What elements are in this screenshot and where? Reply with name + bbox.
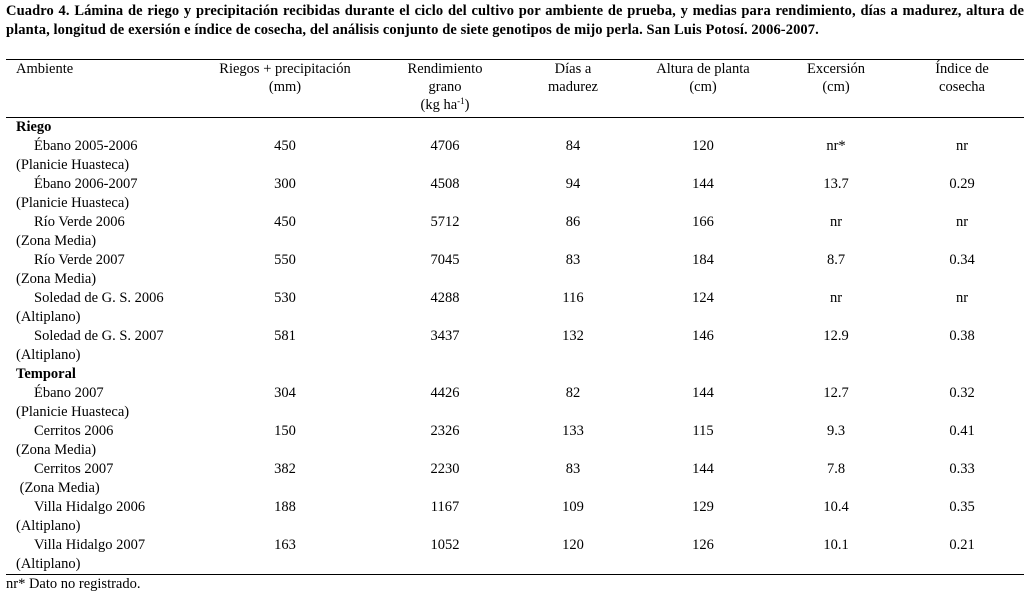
section-title: Riego bbox=[16, 119, 52, 135]
cell-rendimiento: 5712 bbox=[430, 214, 460, 230]
header-altura: Altura de planta (cm) bbox=[656, 61, 750, 95]
cell-riegos: 300 bbox=[274, 176, 296, 192]
cell-altura: 144 bbox=[692, 176, 714, 192]
row-ambiente-region: (Altiplano) bbox=[16, 556, 81, 572]
cell-riegos: 450 bbox=[274, 138, 296, 154]
cell-dias: 94 bbox=[565, 176, 581, 192]
header-indice: Índice de cosecha bbox=[935, 61, 989, 95]
row-ambiente-region: (Planicie Huasteca) bbox=[16, 195, 130, 211]
cell-indice: nr bbox=[955, 290, 969, 306]
cell-riegos: 581 bbox=[274, 328, 296, 344]
row-ambiente-name: Cerritos 2006 bbox=[34, 423, 114, 439]
row-ambiente-name: Cerritos 2007 bbox=[34, 461, 114, 477]
row-ambiente-name: Villa Hidalgo 2006 bbox=[34, 499, 146, 515]
cell-indice: 0.35 bbox=[949, 499, 975, 515]
row-ambiente-name: Ébano 2006-2007 bbox=[34, 176, 138, 192]
cell-rendimiento: 7045 bbox=[430, 252, 460, 268]
cell-excersion: 7.8 bbox=[826, 461, 846, 477]
cell-indice: 0.29 bbox=[949, 176, 975, 192]
cell-excersion: 13.7 bbox=[823, 176, 849, 192]
cell-indice: 0.38 bbox=[949, 328, 975, 344]
header-rendimiento: Rendimiento grano (kg $ha^{-1}$) bbox=[407, 61, 483, 113]
row-ambiente-name: Ébano 2007 bbox=[34, 385, 104, 401]
cell-riegos: 382 bbox=[274, 461, 296, 477]
cell-rendimiento: 4706 bbox=[430, 138, 460, 154]
row-ambiente-region: (Altiplano) bbox=[16, 347, 81, 363]
cell-rendimiento: 2230 bbox=[430, 461, 460, 477]
cell-riegos: 163 bbox=[274, 537, 296, 553]
cell-dias: 84 bbox=[565, 138, 581, 154]
section-title: Temporal bbox=[16, 366, 76, 382]
cell-riegos: 450 bbox=[274, 214, 296, 230]
cell-dias: 82 bbox=[565, 385, 581, 401]
cell-rendimiento: 4508 bbox=[430, 176, 460, 192]
cell-rendimiento: 4288 bbox=[430, 290, 460, 306]
row-ambiente-region: (Altiplano) bbox=[16, 309, 81, 325]
header-rule bbox=[6, 117, 1024, 118]
cell-excersion: nr bbox=[829, 214, 843, 230]
row-ambiente-region: (Planicie Huasteca) bbox=[16, 404, 130, 420]
row-ambiente-region: (Zona Media) bbox=[16, 442, 97, 458]
cell-indice: 0.21 bbox=[949, 537, 975, 553]
cell-indice: nr bbox=[955, 138, 969, 154]
cell-altura: 115 bbox=[692, 423, 714, 439]
row-ambiente-name: Soledad de G. S. 2007 bbox=[34, 328, 164, 344]
cell-riegos: 304 bbox=[274, 385, 296, 401]
row-ambiente-region: (Zona Media) bbox=[16, 480, 100, 496]
cell-dias: 109 bbox=[562, 499, 584, 515]
cell-altura: 120 bbox=[692, 138, 714, 154]
cell-riegos: 188 bbox=[274, 499, 296, 515]
cell-altura: 126 bbox=[692, 537, 714, 553]
header-excersion: Excersión (cm) bbox=[807, 61, 865, 95]
cell-excersion: 12.7 bbox=[823, 385, 849, 401]
cell-rendimiento: 1052 bbox=[430, 537, 460, 553]
cell-rendimiento: 1167 bbox=[430, 499, 460, 515]
cell-indice: 0.32 bbox=[949, 385, 975, 401]
cell-excersion: 12.9 bbox=[823, 328, 849, 344]
cell-indice: 0.41 bbox=[949, 423, 975, 439]
header-dias: Días a madurez bbox=[548, 61, 598, 95]
cell-altura: 146 bbox=[692, 328, 714, 344]
cell-altura: 144 bbox=[692, 461, 714, 477]
row-ambiente-region: (Altiplano) bbox=[16, 518, 81, 534]
cell-dias: 133 bbox=[562, 423, 584, 439]
cell-excersion: 10.4 bbox=[823, 499, 849, 515]
table-caption: Cuadro 4. Lámina de riego y precipitación recibidas durante el ciclo del cultivo por ambiente de prueba, y medias para rendimiento, días a madurez, altura de planta, longitud de exersión e índice de cosecha, del análisis conjunto de siete genotipos de mijo perla. San Luis Potosí. 2006-2007. bbox=[6, 3, 1024, 38]
cell-riegos: 150 bbox=[274, 423, 296, 439]
cell-rendimiento: 2326 bbox=[430, 423, 460, 439]
row-ambiente-region: (Planicie Huasteca) bbox=[16, 157, 130, 173]
row-ambiente-region: (Zona Media) bbox=[16, 271, 97, 287]
cell-indice: nr bbox=[955, 214, 969, 230]
cell-dias: 86 bbox=[565, 214, 581, 230]
footnote: nr* Dato no registrado. bbox=[6, 576, 141, 592]
cell-dias: 116 bbox=[562, 290, 584, 306]
cell-dias: 83 bbox=[565, 252, 581, 268]
cell-dias: 132 bbox=[562, 328, 584, 344]
row-ambiente-name: Ébano 2005-2006 bbox=[34, 138, 138, 154]
cell-indice: 0.33 bbox=[949, 461, 975, 477]
cell-riegos: 550 bbox=[274, 252, 296, 268]
cell-altura: 144 bbox=[692, 385, 714, 401]
cell-riegos: 530 bbox=[274, 290, 296, 306]
cell-excersion: 8.7 bbox=[826, 252, 846, 268]
cell-dias: 120 bbox=[562, 537, 584, 553]
cell-rendimiento: 4426 bbox=[430, 385, 460, 401]
cell-excersion: nr bbox=[829, 290, 843, 306]
row-ambiente-name: Soledad de G. S. 2006 bbox=[34, 290, 164, 306]
bottom-rule bbox=[6, 574, 1024, 575]
row-ambiente-name: Río Verde 2007 bbox=[34, 252, 125, 268]
row-ambiente-name: Villa Hidalgo 2007 bbox=[34, 537, 146, 553]
header-riegos: Riegos + precipitación (mm) bbox=[219, 61, 351, 95]
row-ambiente-name: Río Verde 2006 bbox=[34, 214, 125, 230]
cell-excersion: nr* bbox=[826, 138, 846, 154]
cell-rendimiento: 3437 bbox=[430, 328, 460, 344]
cell-excersion: 9.3 bbox=[826, 423, 846, 439]
cell-dias: 83 bbox=[565, 461, 581, 477]
cell-excersion: 10.1 bbox=[823, 537, 849, 553]
cell-altura: 184 bbox=[692, 252, 714, 268]
cell-altura: 124 bbox=[692, 290, 714, 306]
cell-altura: 129 bbox=[692, 499, 714, 515]
header-ambiente: Ambiente bbox=[16, 61, 74, 77]
row-ambiente-region: (Zona Media) bbox=[16, 233, 97, 249]
cell-altura: 166 bbox=[692, 214, 714, 230]
cell-indice: 0.34 bbox=[949, 252, 975, 268]
